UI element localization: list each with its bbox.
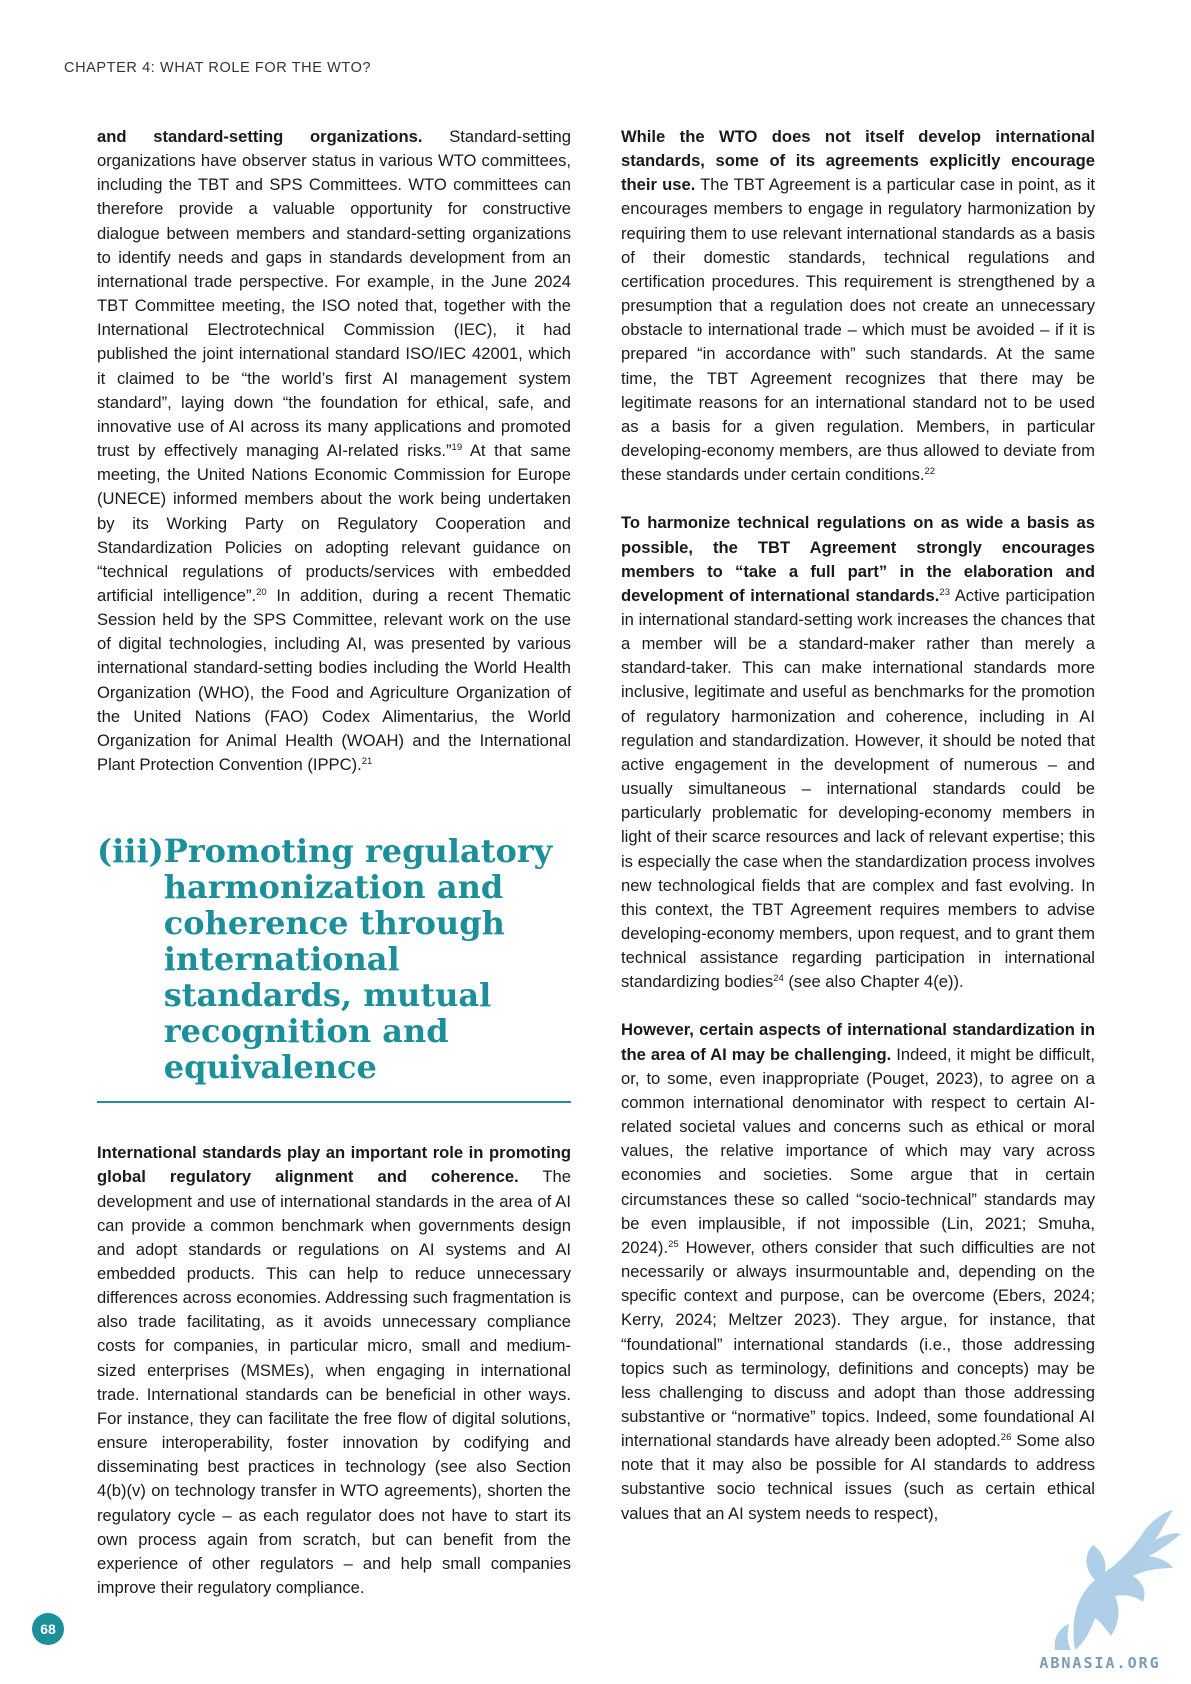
section-number: (iii) [97,832,164,871]
footnote-ref-22[interactable]: 22 [924,466,936,478]
footnote-ref-26[interactable]: 26 [1000,1432,1012,1444]
footnote-ref-23[interactable]: 23 [939,586,950,598]
footnote-ref-19[interactable]: 19 [451,442,463,454]
footnote-ref-21[interactable]: 21 [361,756,373,768]
paragraph-standard-setting: and standard-setting organizations. Standard-setting organizations have observer status in various WTO committees, including the TBT and SPS Committees. WTO committees can therefore provide a valuable opportunity for constructive dialogue between members and standard-setting organizations to identify needs and gaps in standards development from an international trade perspective. For example, in the June 2024 TBT Committee meeting, the ISO noted that, together with the International Electrotechnical Commission (IEC), it had published the joint international standard ISO/IEC 42001, which it claimed to be “the world’s first AI management system standard”, laying down “the foundation for ethical, safe, and innovative use of AI across its many applications and promoted trust by effectively managing AI-related risks.”$^{19}$ At that same meeting, the United Nations Economic Commission for Europe (UNECE) informed members about the work being undertaken by its Working Party on Regulatory Cooperation and Standardization Policies on adopting relevant guidance on “technical regulations of products/services with embedded artificial intelligence”.$^{20}$ In addition, during a recent Thematic Session held by the SPS Committee, relevant work on the use of digital technologies, including AI, was presented by various international standard-setting bodies including the World Health Organization (WHO), the Food and Agriculture Organization of the United Nations (FAO) Codex Alimentarius, the World Organization for Animal Health (WOAH) and the International Plant Protection Convention (IPPC).$^{21}$ [97,127,571,775]
paragraph-harmonize: To harmonize technical regulations on as wide a basis as possible, the TBT Agreement strongly encourages members to “take a full part” in the elaboration and development of international standards.$^{23}$ Active participation in international standard-setting work increases the chances that a member will be a standard-maker rather than merely a standard-taker. This can make international standards more inclusive, legitimate and useful as benchmarks for the promotion of regulatory harmonization and coherence, including in AI regulation and standardization. However, it should be noted that active engagement in the development of numerous – and usually simultaneous – international standards could be particularly problematic for developing-economy members in light of their scarce resources and lack of relevant expertise; this is especially the case when the standardization process involves new technological fields that are complex and fast evolving. In this context, the TBT Agreement requires members to advise developing-economy members, upon request, and to grant them technical assistance regarding participation in international standardizing bodies$^{24}$ (see also Chapter 4(e)). [621,513,1095,992]
lead-text: International standards play an important role in promoting global regulatory alignment and coherence. [97,1143,571,1187]
watermark [1015,1500,1185,1684]
paragraph-wto-role: While the WTO does not itself develop international standards, some of its agreements explicitly encourage their use. The TBT Agreement is a particular case in point, as it encourages members to engage in regulatory harmonization by requiring them to use relevant international standards as a basis of their domestic standards, technical regulations and certification procedures. This requirement is strengthened by a presumption that a regulation does not create an unnecessary obstacle to international trade – which must be avoided – if it is prepared “in accordance with” such standards. At the same time, the TBT Agreement recognizes that there may be legitimate reasons for an international standard not to be used as a basis for a given regulation. Members, in particular developing-economy members, are thus allowed to deviate from these standards under certain conditions.$^{22}$ [621,127,1095,485]
section-divider [97,1101,571,1103]
paragraph-international-standards: International standards play an important role in promoting global regulatory alignment and coherence. The development and use of international standards in the area of AI can provide a common benchmark when governments design and adopt standards or regulations on AI systems and AI embedded products. This can help to reduce unnecessary differences across economies. Addressing such fragmentation is also trade facilitating, as it avoids unnecessary compliance costs for companies, in particular micro, small and medium-sized enterprises (MSMEs), when engaging in international trade. International standards can be beneficial in other ways. For instance, they can facilitate the free flow of digital solutions, ensure interoperability, foster innovation by codifying and disseminating best practices in technology (see also Section 4(b)(v) on technology transfer in WTO agreements), shorten the regulatory cycle – as each regulator does not have to start its own process again from scratch, but can benefit from the experience of other regulators – and help small companies improve their regulatory compliance. [97,1143,572,1598]
lead-text: To harmonize technical regulations on as wide a basis as possible, the TBT Agreement strongly encourages members to “take a full part” in the elaboration and development of international standards. [621,513,1095,605]
section-title: Promoting regulatory harmonization and coherence through international standards, mutual recognition and equivalence [163,832,553,1087]
watermark-text: ABNASIA.ORG [1039,1654,1161,1672]
footnote-ref-24[interactable]: 24 [773,973,784,985]
footnote-ref-20[interactable]: 20 [256,586,267,598]
page-number-badge: 68 [32,1613,64,1645]
right-column [621,125,1095,1526]
paragraph-challenges: However, certain aspects of international standardization in the area of AI may be challenging. Indeed, it might be difficult, or, to some, even inappropriate (Pouget, 2023), to agree on a common international denominator with respect to certain AI-related societal values and concerns such as ethical or moral values, the relative importance of which may vary across economies and societies. Some argue that in certain circumstances these so called “socio-technical” standards may be even implausible, if not impossible (Lin, 2021; Smuha, 2024).$^{25}$ However, others consider that such difficulties are not necessarily or always insurmountable and, depending on the specific context and purpose, can be overcome (Ebers, 2024; Kerry, 2024; Meltzer 2023). They argue, for instance, that “foundational” international standards (i.e., those addressing topics such as terminology, definitions and concepts) may be less challenging to discuss and adopt than those addressing substantive or “normative” topics. Indeed, some foundational AI international standards have already been adopted.$^{26}$ Some also note that it may also be possible for AI standards to address substantive socio technical issues (such as certain ethical values that an AI system needs to respect), [621,1020,1096,1523]
lead-text: However, certain aspects of international standardization in the area of AI may be challenging. [621,1020,1095,1064]
section-heading [97,833,571,1085]
footnote-ref-25[interactable]: 25 [668,1238,679,1250]
lead-text: and standard-setting organizations. [97,127,423,146]
left-column [97,125,571,1600]
winged-lion-icon [1015,1500,1185,1660]
lead-text: While the WTO does not itself develop international standards, some of its agreements explicitly encourage their use. [621,127,1095,195]
running-header: CHAPTER 4: WHAT ROLE FOR THE WTO? [64,60,372,76]
